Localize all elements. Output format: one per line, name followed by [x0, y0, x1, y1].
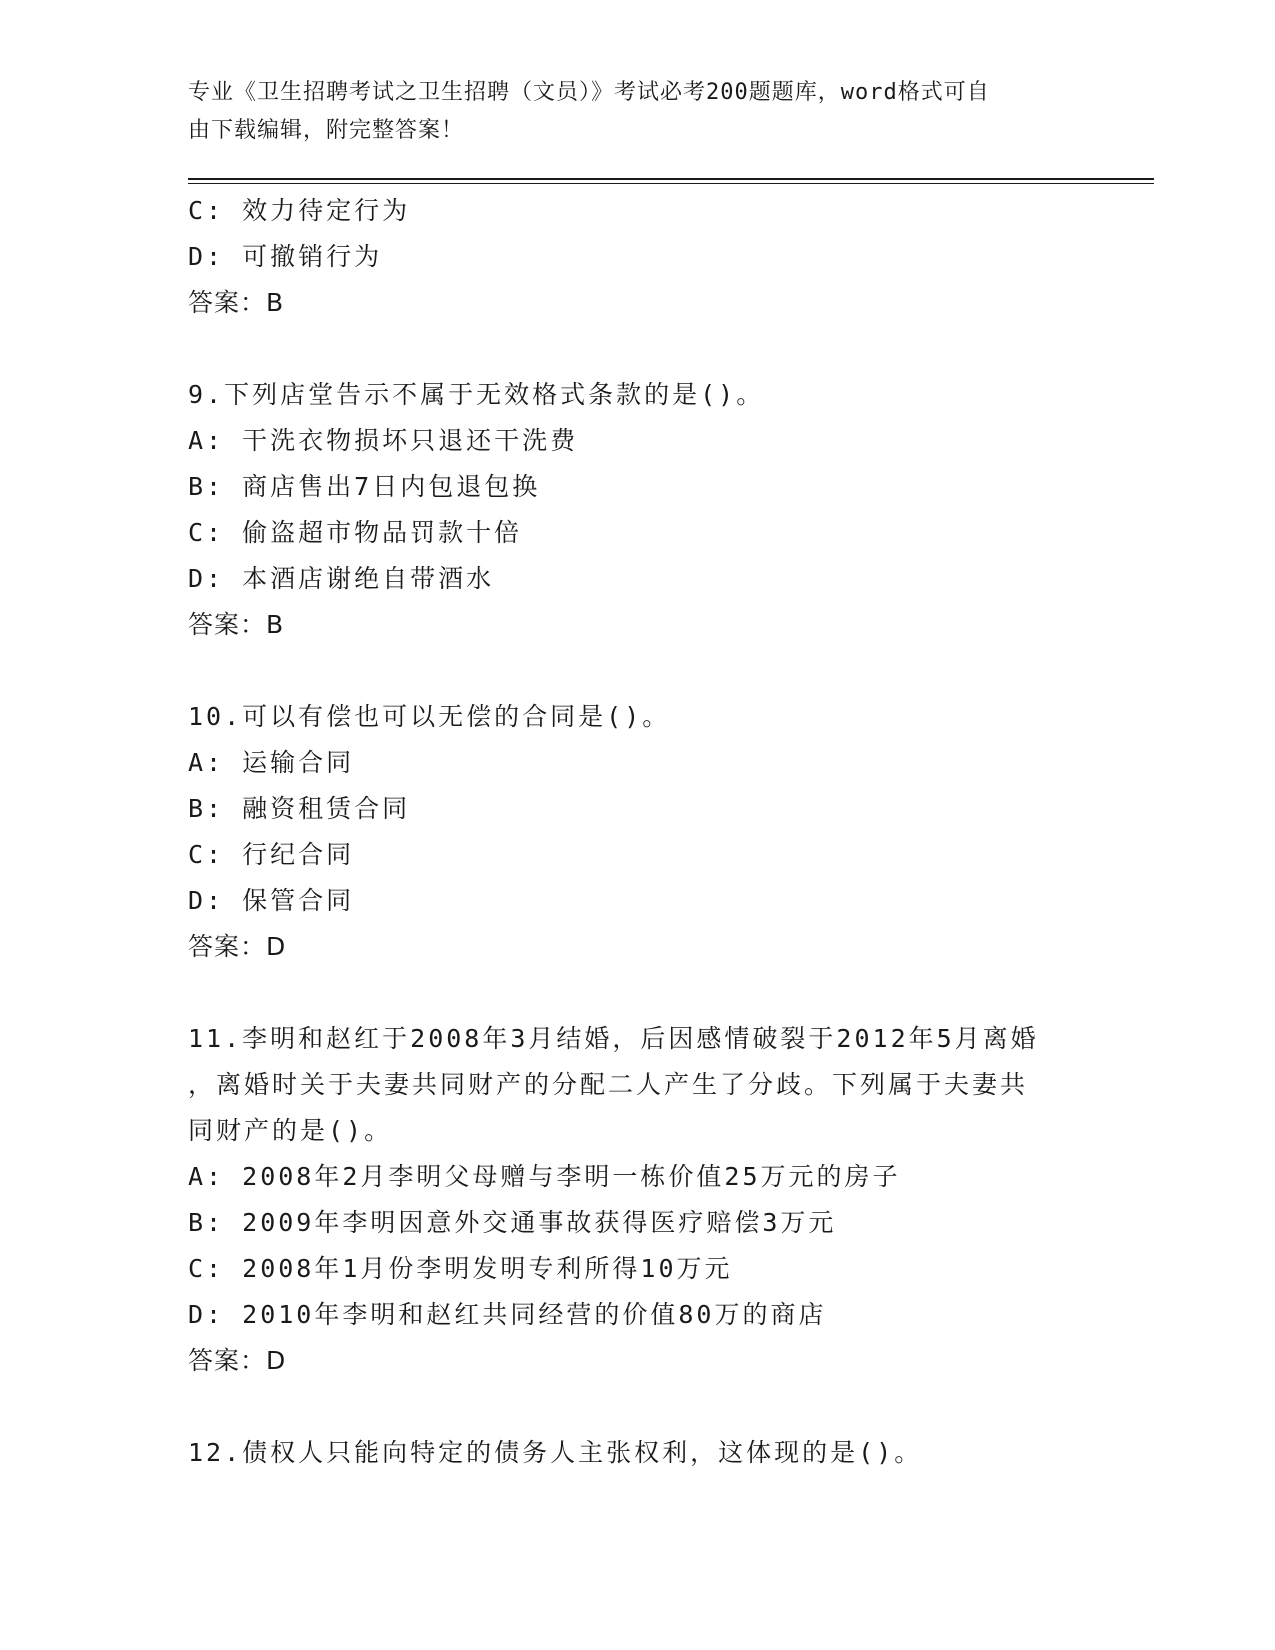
question-text: 10.可以有偿也可以无偿的合同是()。 — [188, 702, 671, 731]
answer-option: B: 商店售出7日内包退包换 — [188, 472, 541, 501]
answer-option: D: 可撤销行为 — [188, 242, 383, 271]
answer-key: 答案：D — [188, 932, 287, 961]
block-spacer — [188, 1384, 1088, 1430]
question-text: ，离婚时关于夫妻共同财产的分配二人产生了分歧。下列属于夫妻共 — [188, 1070, 1029, 1099]
header-line-2: 由下载编辑，附完整答案！ — [188, 118, 465, 143]
answer-key: 答案：B — [188, 610, 285, 639]
answer-option: B: 融资租赁合同 — [188, 794, 411, 823]
document-header — [188, 74, 1068, 150]
answer-option: D: 本酒店谢绝自带酒水 — [188, 564, 495, 593]
question-text: 9.下列店堂告示不属于无效格式条款的是()。 — [188, 380, 765, 409]
answer-option: A: 运输合同 — [188, 748, 355, 777]
answer-option: C: 效力待定行为 — [188, 196, 411, 225]
answer-option: D: 保管合同 — [188, 886, 355, 915]
question-text: 同财产的是()。 — [188, 1116, 393, 1145]
block-spacer — [188, 326, 1088, 372]
header-divider-thin — [188, 183, 1154, 184]
answer-option: C: 2008年1月份李明发明专利所得10万元 — [188, 1254, 733, 1283]
header-line-1: 专业《卫生招聘考试之卫生招聘（文员）》考试必考200题题库，word格式可自 — [188, 80, 990, 105]
answer-option: C: 行纪合同 — [188, 840, 355, 869]
question-text: 12.债权人只能向特定的债务人主张权利，这体现的是()。 — [188, 1438, 923, 1467]
question-block — [188, 188, 1088, 326]
answer-option: C: 偷盗超市物品罚款十倍 — [188, 518, 523, 547]
block-spacer — [188, 970, 1088, 1016]
question-list — [188, 188, 1088, 1476]
answer-key: 答案：D — [188, 1346, 287, 1375]
answer-option: D: 2010年李明和赵红共同经营的价值80万的商店 — [188, 1300, 827, 1329]
block-spacer — [188, 648, 1088, 694]
question-block — [188, 1430, 1088, 1476]
answer-option: A: 干洗衣物损坏只退还干洗费 — [188, 426, 579, 455]
question-block — [188, 372, 1088, 648]
question-text: 11.李明和赵红于2008年3月结婚，后因感情破裂于2012年5月离婚 — [188, 1024, 1039, 1053]
question-block — [188, 694, 1088, 970]
question-block — [188, 1016, 1088, 1384]
answer-option: A: 2008年2月李明父母赠与李明一栋价值25万元的房子 — [188, 1162, 901, 1191]
answer-option: B: 2009年李明因意外交通事故获得医疗赔偿3万元 — [188, 1208, 837, 1237]
answer-key: 答案：B — [188, 288, 285, 317]
header-divider-thick — [188, 178, 1154, 180]
